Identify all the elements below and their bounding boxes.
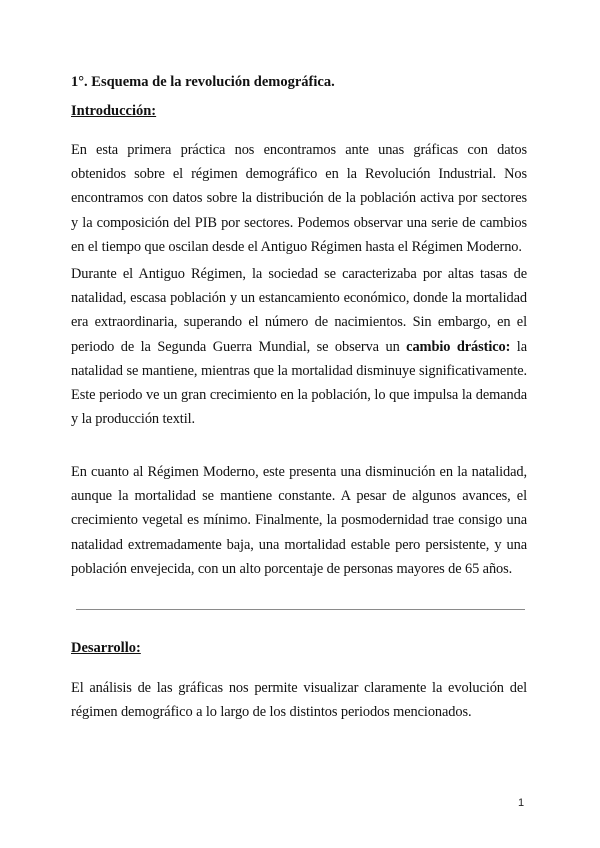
bold-phrase: cambio drástico:: [406, 338, 511, 355]
page-number: 1: [518, 797, 525, 809]
paragraph-antiguo-regimen: [71, 262, 527, 431]
paragraph-development: El análisis de las gráficas nos permite visualizar claramente la evolución del régimen demográfico a lo largo de los distintos periodos mencionados.: [71, 680, 527, 721]
horizontal-divider: [76, 609, 525, 610]
development-heading: Desarrollo:: [71, 640, 141, 656]
introduction-heading: Introducción:: [71, 103, 157, 119]
paragraph-text: la natalidad se mantiene, mientras que la mortalidad disminuye significativamente. Este periodo ve un gran crecimiento en la población, lo que impulsa la demanda y la producción textil.: [71, 338, 527, 428]
paragraph-regimen-moderno: En cuanto al Régimen Moderno, este presenta una disminución en la natalidad, aunque la mortalidad se mantiene constante. A pesar de algunos avances, el crecimiento vegetal es mínimo. Finalmente, la posmodernidad trae consigo una natalidad extremadamente baja, una mortalidad estable pero persistente, y una población envejecida, con un alto porcentaje de personas mayores de 65 años.: [71, 464, 527, 577]
paragraph-intro: En esta primera práctica nos encontramos ante unas gráficas con datos obtenidos sobre el régimen demográfico en la Revolución Industrial. Nos encontramos con datos sobre la distribución de la población activa por sectores y la composición del PIB por sectores. Podemos observar una serie de cambios en el tiempo que oscilan desde el Antiguo Régimen hasta el Régimen Moderno.: [71, 142, 527, 255]
paragraph-text: Durante el Antiguo Régimen, la sociedad se caracterizaba por altas tasas de natalidad, escasa población y un estancamiento económico, donde la mortalidad era extraordinaria, superando el número de nacimientos. Sin embargo, en el periodo de la Segunda Guerra Mundial, se observa un: [71, 266, 527, 355]
document-title: 1°. Esquema de la revolución demográfica.: [71, 74, 335, 90]
